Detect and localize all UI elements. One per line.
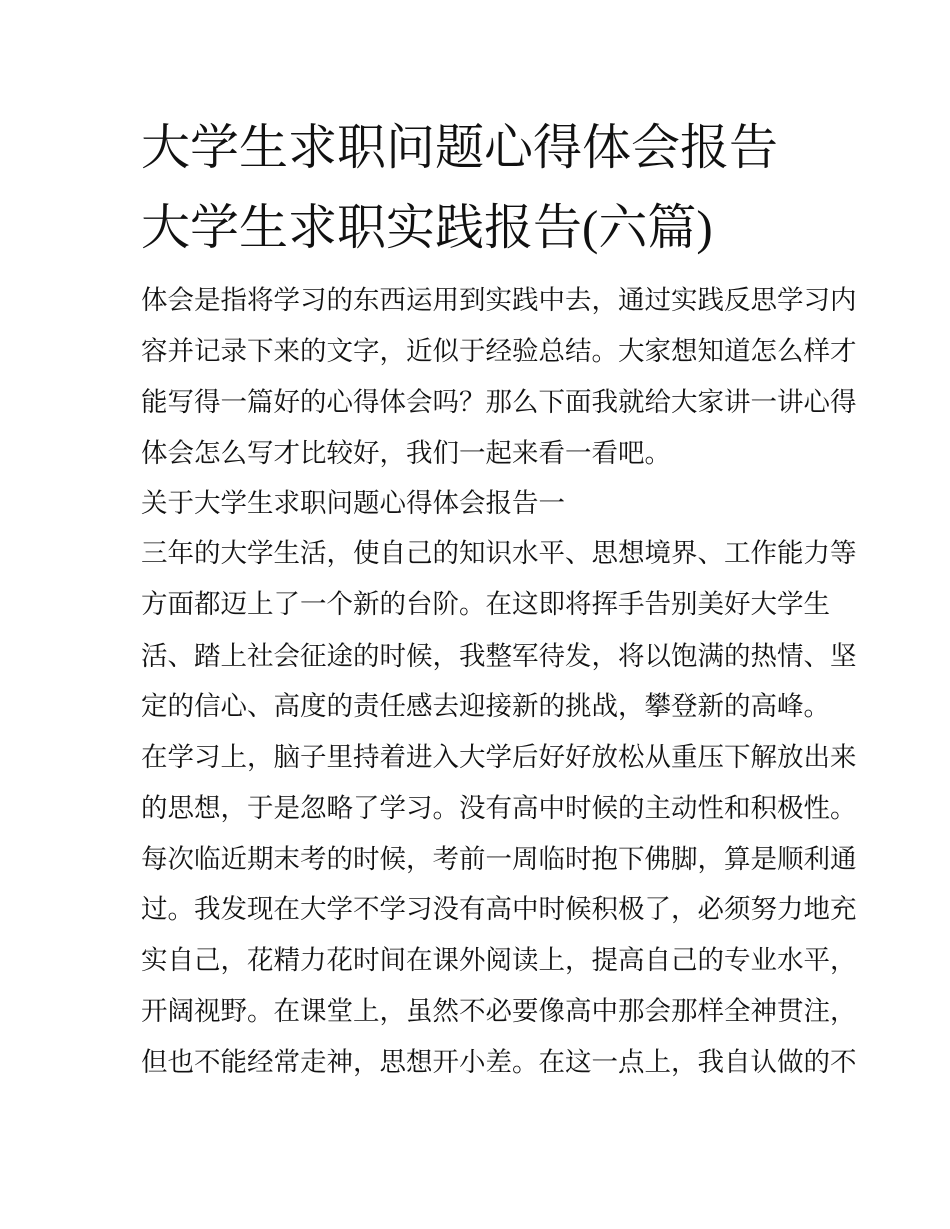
paragraph-line: 实自己，花精力花时间在课外阅读上，提高自己的专业水平，: [141, 945, 857, 975]
paragraph-line: 体会怎么写才比较好，我们一起来看一看吧。: [141, 438, 671, 468]
paragraph-line: 过。我发现在大学不学习没有高中时候积极了，必须努力地充: [141, 894, 857, 924]
document-title-line-2: 大学生求职实践报告(六篇): [141, 200, 713, 255]
paragraph-line: 开阔视野。在课堂上，虽然不必要像高中那会那样全神贯注，: [141, 996, 857, 1026]
paragraph-line: 的思想，于是忽略了学习。没有高中时候的主动性和积极性。: [141, 793, 857, 823]
paragraph-line: 体会是指将学习的东西运用到实践中去，通过实践反思学习内: [141, 285, 857, 315]
document-title-line-1: 大学生求职问题心得体会报告: [141, 120, 779, 175]
paragraph-line: 方面都迈上了一个新的台阶。在这即将挥手告别美好大学生: [141, 589, 830, 619]
paragraph-line: 每次临近期末考的时候，考前一周临时抱下佛脚，算是顺利通: [141, 844, 857, 874]
paragraph-line: 但也不能经常走神，思想开小差。在这一点上，我自认做的不: [141, 1047, 857, 1077]
paragraph-line: 定的信心、高度的责任感去迎接新的挑战，攀登新的高峰。: [141, 691, 830, 721]
paragraph-line: 能写得一篇好的心得体会吗？那么下面我就给大家讲一讲心得: [141, 387, 857, 417]
paragraph-line: 容并记录下来的文字，近似于经验总结。大家想知道怎么样才: [141, 336, 857, 366]
paragraph-line: 活、踏上社会征途的时候，我整军待发，将以饱满的热情、坚: [141, 641, 857, 671]
section-heading: 关于大学生求职问题心得体会报告一: [141, 488, 565, 518]
paragraph-line: 在学习上，脑子里持着进入大学后好好放松从重压下解放出来: [141, 742, 857, 772]
paragraph-line: 三年的大学生活，使自己的知识水平、思想境界、工作能力等: [141, 538, 857, 568]
